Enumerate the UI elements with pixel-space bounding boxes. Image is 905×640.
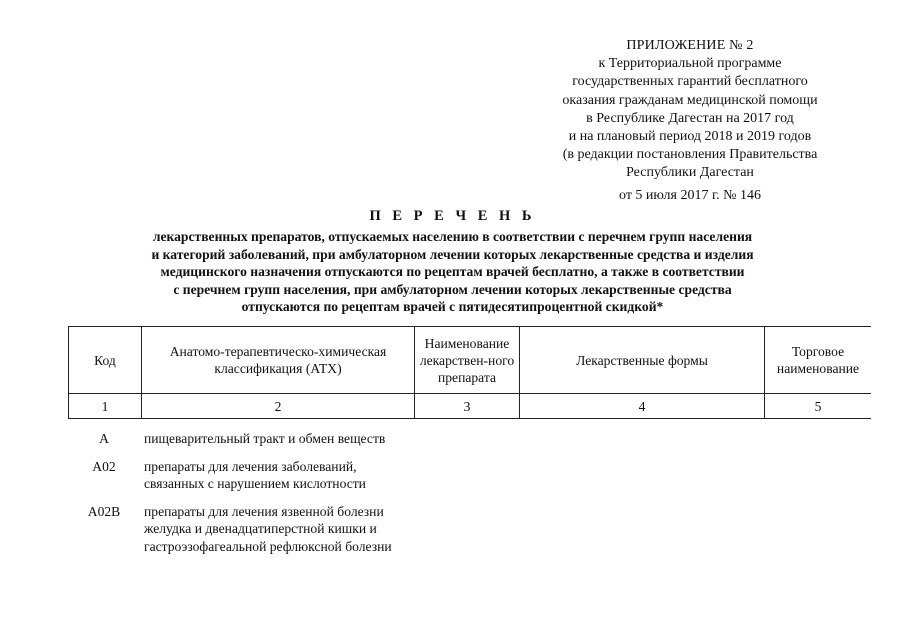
appendix-line: оказания гражданам медицинской помощи [562,92,818,108]
column-number: 3 [415,394,520,419]
column-number: 5 [765,394,872,419]
subtitle-line: отпускаются по рецептам врачей с пятидесятипроцентной скидкой* [241,299,664,315]
table-number-row [69,394,872,419]
document-title: П Е Р Е Ч Е Н Ь [369,208,536,224]
appendix-line: и на плановый период 2018 и 2019 годов [568,129,812,145]
list-item [68,458,412,493]
appendix-block [520,37,860,205]
header-trade-name: Торговое наименование [765,327,872,394]
appendix-line: (в редакции постановления Правительства [562,147,818,163]
appendix-line: к Территориальной программе [598,56,782,72]
table-header-row [69,327,872,394]
appendix-line: в Республике Дагестан на 2017 год [586,110,794,126]
subtitle-line: медицинского назначения отпускаются по рецептам врачей бесплатно, а также в соответствии [160,264,745,280]
appendix-line: Республики Дагестан [626,165,754,181]
atc-code: А [99,431,109,446]
header-dosage-forms: Лекарственные формы [520,327,765,394]
appendix-line: государственных гарантий бесплатного [572,74,808,90]
atc-description: препараты для лечения заболеваний, связанных с нарушением кислотности [144,458,366,491]
header-code: Код [69,327,142,394]
atc-code: А02В [87,503,121,519]
subtitle-line: лекарственных препаратов, отпускаемых населению в соответствии с перечнем групп населения [152,229,753,244]
column-number: 2 [142,394,415,419]
classification-list [68,430,412,565]
subtitle-line: с перечнем групп населения, при амбулаторном лечении которых лекарственные средства [173,281,732,297]
appendix-title: ПРИЛОЖЕНИЕ № 2 [626,38,754,53]
header-atc: Анатомо-терапевтическо-химическая классификация (АТХ) [142,327,415,394]
drug-table [68,326,871,419]
atc-description: препараты для лечения язвенной болезни желудка и двенадцатиперстной кишки и гастроэзофагеальной рефлюксной болезни [144,503,392,554]
atc-code: А02 [92,458,116,474]
appendix-date: от 5 июля 2017 г. № 146 [619,187,761,203]
document-subtitle [100,228,805,316]
list-item [68,430,412,448]
column-number: 4 [520,394,765,419]
subtitle-line: и категорий заболеваний, при амбулаторном лечении которых лекарственные средства и изделия [151,246,754,262]
header-drug-name: Наименование лекарствен-ного препарата [415,327,520,394]
list-item [68,503,412,556]
column-number: 1 [69,394,142,419]
atc-description: пищеварительный тракт и обмен веществ [144,431,386,446]
